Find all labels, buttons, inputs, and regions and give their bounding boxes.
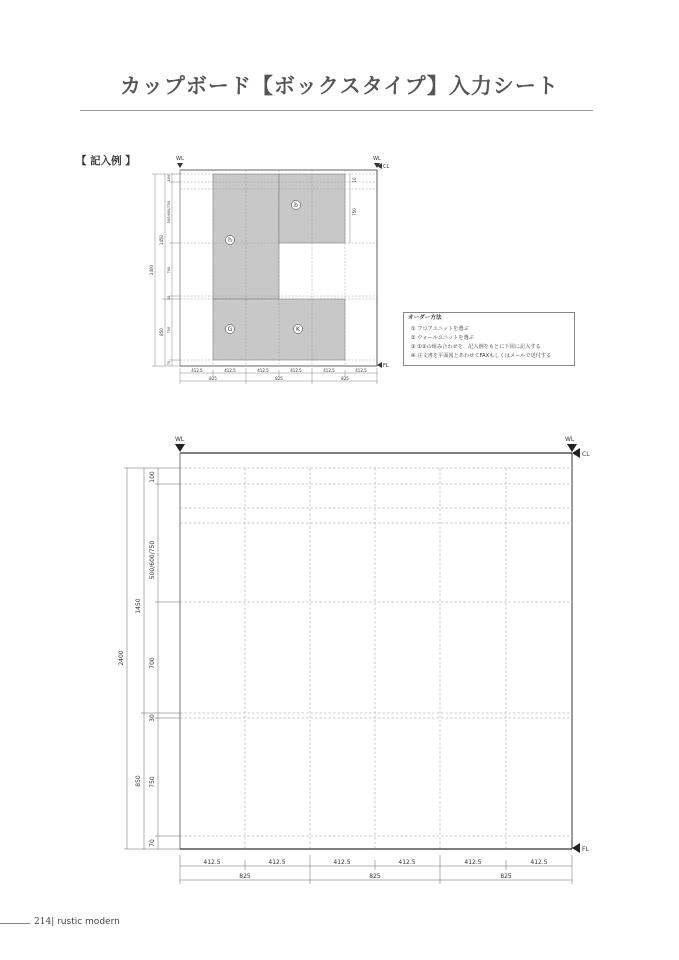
half-width-4: 412.5 xyxy=(398,859,416,866)
ex-half-width-3: 412.5 xyxy=(257,368,269,373)
order-step-3: ③ ①②の組み合わせを、記入例をもとに下図に記入する xyxy=(411,344,541,350)
ex-dim-lower: 850 xyxy=(159,328,164,336)
order-step-1: ① フロアユニットを選ぶ xyxy=(411,326,469,332)
half-width-6: 412.5 xyxy=(530,859,548,866)
example-dim-750: 750 xyxy=(352,208,357,216)
order-step-4: ④ 注文書を平面図とあわせてFAXもしくはメールで送付する xyxy=(411,353,552,359)
ex-half-width-1: 412.5 xyxy=(191,368,203,373)
width-3: 825 xyxy=(500,873,512,880)
wl-mark-right: WL xyxy=(373,156,381,162)
cl-mark-large: CL xyxy=(582,451,590,458)
ex-dim-base: 70 xyxy=(167,360,171,366)
footer-separator: | xyxy=(51,917,55,927)
half-width-1: 412.5 xyxy=(203,859,221,866)
footer-rule xyxy=(0,923,30,924)
ex-dim-total: 2400 xyxy=(149,264,154,276)
unit-label-b: b xyxy=(294,202,298,209)
width-2: 825 xyxy=(369,873,381,880)
page-title: カップボード【ボックスタイプ】入力シート xyxy=(120,74,559,98)
width-1: 825 xyxy=(239,873,251,880)
dim-gap: 30 xyxy=(149,714,156,722)
half-width-5: 412.5 xyxy=(464,859,482,866)
unit-label-h: h xyxy=(228,237,232,244)
ex-width-2: 825 xyxy=(275,376,283,381)
dim-upper: 1450 xyxy=(135,598,142,614)
ex-dim-upper: 1450 xyxy=(159,234,164,246)
dim-top: 100 xyxy=(149,471,156,483)
dim-wall-unit: 500/600/750 xyxy=(149,540,156,580)
dim-middle: 700 xyxy=(149,657,156,669)
page-number: 214 xyxy=(34,917,52,927)
ex-width-1: 825 xyxy=(209,376,217,381)
unit-label-g: G xyxy=(227,326,233,333)
ex-half-width-6: 412.5 xyxy=(355,368,367,373)
fl-mark-large: FL xyxy=(582,846,589,853)
order-step-2: ② ウォールユニットを選ぶ xyxy=(411,335,474,341)
fl-mark: FL xyxy=(383,363,389,369)
example-dim-10: 10 xyxy=(352,177,357,183)
footer xyxy=(34,917,120,927)
example-label: 【 記入例 】 xyxy=(76,155,136,167)
ex-dim-middle: 700 xyxy=(167,266,171,274)
cl-mark: CL xyxy=(383,164,390,170)
wl-mark-left: WL xyxy=(176,156,184,162)
unit-label-k: K xyxy=(296,326,300,333)
ex-dim-wall: 500/600/750 xyxy=(167,200,171,224)
ex-dim-gap: 30 xyxy=(167,295,171,301)
dim-lower: 850 xyxy=(135,775,142,787)
ex-half-width-4: 412.5 xyxy=(290,368,302,373)
dim-floor-unit: 750 xyxy=(149,776,156,788)
wl-mark-right-large: WL xyxy=(565,436,575,443)
dim-total: 2400 xyxy=(118,650,125,666)
half-width-2: 412.5 xyxy=(268,859,286,866)
ex-dim-top: 100 xyxy=(167,174,171,182)
ex-dim-floor: 750 xyxy=(167,326,171,334)
ex-half-width-5: 412.5 xyxy=(323,368,335,373)
half-width-3: 412.5 xyxy=(333,859,351,866)
wl-mark-left-large: WL xyxy=(175,436,185,443)
ex-width-3: 825 xyxy=(341,376,349,381)
order-method-title: オーダー方法 xyxy=(408,315,442,321)
ex-half-width-2: 412.5 xyxy=(224,368,236,373)
footer-brand: rustic modern xyxy=(57,917,120,927)
input-drawing xyxy=(118,436,590,884)
example-drawing xyxy=(149,156,389,384)
dim-base: 70 xyxy=(149,839,156,847)
